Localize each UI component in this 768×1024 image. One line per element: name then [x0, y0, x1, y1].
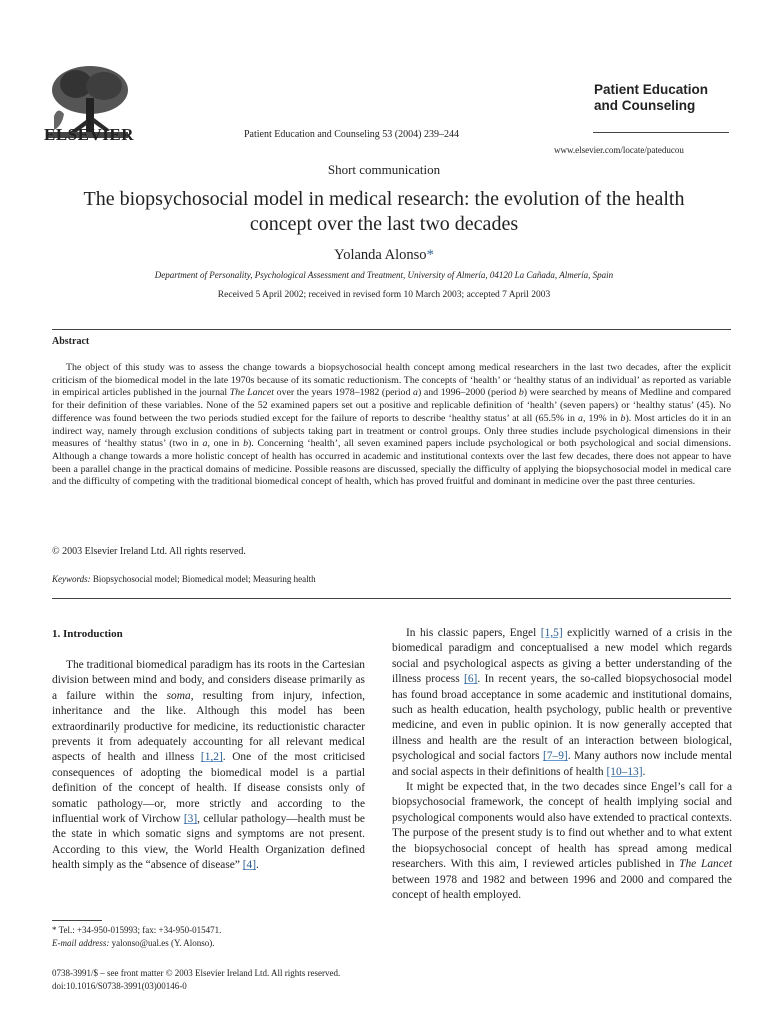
right-column: [392, 626, 732, 903]
author-name: Yolanda Alonso: [334, 247, 427, 263]
author-affiliation: Department of Personality, Psychological Assessment and Treatment, University of Almería, 04120 La Cañada, Almería, Spain: [154, 270, 614, 280]
citation-link[interactable]: [3]: [183, 813, 198, 826]
footnote-email: E-mail address: yalonso@ual.es (Y. Alonso).: [52, 938, 215, 948]
footnote-rule: [52, 920, 102, 921]
journal-title-line1: Patient Education: [594, 82, 709, 97]
keywords: Keywords: Biopsychosocial model; Biomedical model; Measuring health: [52, 574, 316, 584]
abstract-heading: Abstract: [52, 336, 90, 347]
journal-title-rule: [593, 132, 729, 133]
publisher-name: ELSEVIER: [44, 125, 134, 144]
author-footnote-link[interactable]: *: [426, 247, 434, 263]
abstract-top-rule: [52, 329, 731, 330]
abstract-text: The object of this study was to assess the change towards a biopsychosocial health concept among medical researchers in the last two decades, after the explicit criticism of the biomedical model in the late 1970s because of its somatic reductionism. The concepts of ‘health’ or ‘healthy status of an individual’ as reported as variable in empirical articles published in the journal The Lancet over the years 1978–1982 (period a) and 1996–2000 (period b) were searched by means of Medline and compared for their definition of these variables. None of the 52 examined papers set out a positive and replicable definition of ‘health’ (seven papers) or ‘healthy status’ (45). No difference was found between the two periods studied except for the failure of reports to describe ‘healthy status’ at all (65.5% in a, 19% in b). Most articles do it in an indirect way, namely through exclusion conditions of subjects taking part in treatment or control groups. Only three studies include psychological dimensions in their measures of ‘healthy status’ (two in a, one in b). Concerning ‘health’, all seven examined papers include psychological or both psychological and social dimensions. Although a change towards a more holistic concept of health has occurred in academic and institutional contexts over the last few decades, there does not appear to have been a parallel change in the practical domains of medicine. Possible reasons are discussed, specially the difficulty of applying the biopsychosocial model in medical care and the difficulty of competing with the traditional biomedical concept of health, which has proved fruitful and dominant in medicine over the past three centuries.: [52, 362, 732, 488]
footer-issn: 0738-3991/$ – see front matter © 2003 Elsevier Ireland Ltd. All rights reserved.: [52, 968, 341, 978]
introduction-paragraph: The traditional biomedical paradigm has its roots in the Cartesian division between mind and body, and considers disease primarily as a failure within the soma, resulting from injury, infection, inheritance and the like. Although this model has been extraordinarily productive for medicine, its reductionistic character prevents it from adequately accounting for all relevant medical aspects of health and illness [1,2]. One of the most criticised consequences of adopting the biomedical model is a partial definition of the concept of health. If disease consists only of somatic pathology—or, more strictly and according to the influential work of Virchow [3], cellular pathology—health must be the state in which somatic signs and symptoms are not present. According to this view, the World Health Organization defined health simply as the “absence of disease” [4].: [52, 659, 365, 872]
footnote-phone: * Tel.: +34-950-015993; fax: +34-950-015471.: [52, 925, 222, 935]
journal-title-line2: and Counseling: [594, 98, 696, 113]
abstract-copyright: © 2003 Elsevier Ireland Ltd. All rights reserved.: [52, 546, 246, 557]
citation-link[interactable]: [7–9]: [543, 750, 568, 763]
article-title: The biopsychosocial model in medical research: the evolution of the health concept over the last two decades: [83, 188, 685, 235]
author-footnote: [52, 924, 221, 950]
journal-url-link[interactable]: www.elsevier.com/locate/pateducou: [554, 145, 684, 155]
engel-paragraph: In his classic papers, Engel [1,5] explicitly warned of a crisis in the biomedical paradigm and conceptualised a new model which regards social and psychological aspects as giving a better understanding of the illness process [6]. In recent years, the so-called biopsychosocial model has found broad acceptance in some academic and institutional domains, such as health education, health psychology, public health or preventive medicine, and even in public opinion. It is now generally accepted that illness and health are the result of an interaction between biological, psychological and social factors [7–9]. Many authors now include mental and social aspects in their definitions of health [10–13].: [392, 627, 732, 778]
purpose-paragraph: It might be expected that, in the two decades since Engel’s call for a biopsychosocial framework, the concept of health implying social and psychological components would also have extended to practical contexts. The purpose of the present study is to find out whether and to what extent the biopsychosocial concept of health has spread among medical researchers. With this aim, I reviewed articles published in The Lancet between 1978 and 1982 and between 1996 and 2000 and compared the concept of health employed.: [392, 781, 732, 901]
introduction-heading: 1. Introduction: [52, 628, 123, 640]
citation-link[interactable]: [1,5]: [540, 627, 563, 639]
footer-doi: doi:10.1016/S0738-3991(03)00146-0: [52, 980, 187, 991]
received-dates: Received 5 April 2002; received in revised form 10 March 2003; accepted 7 April 2003: [217, 290, 551, 300]
keywords-bottom-rule: [52, 598, 731, 599]
page-footer: [52, 967, 340, 992]
section-label: Short communication: [327, 162, 441, 177]
citation-link[interactable]: [6]: [464, 673, 478, 686]
citation-link[interactable]: [10–13]: [606, 765, 643, 778]
journal-title-block: [594, 82, 708, 114]
citation-link[interactable]: [4]: [242, 859, 257, 872]
journal-citation: Patient Education and Counseling 53 (2004) 239–244: [244, 129, 459, 140]
email-link[interactable]: yalonso@ual.es (Y. Alonso).: [109, 938, 215, 948]
citation-link[interactable]: [1,2]: [200, 751, 223, 764]
author-line: [0, 247, 768, 264]
